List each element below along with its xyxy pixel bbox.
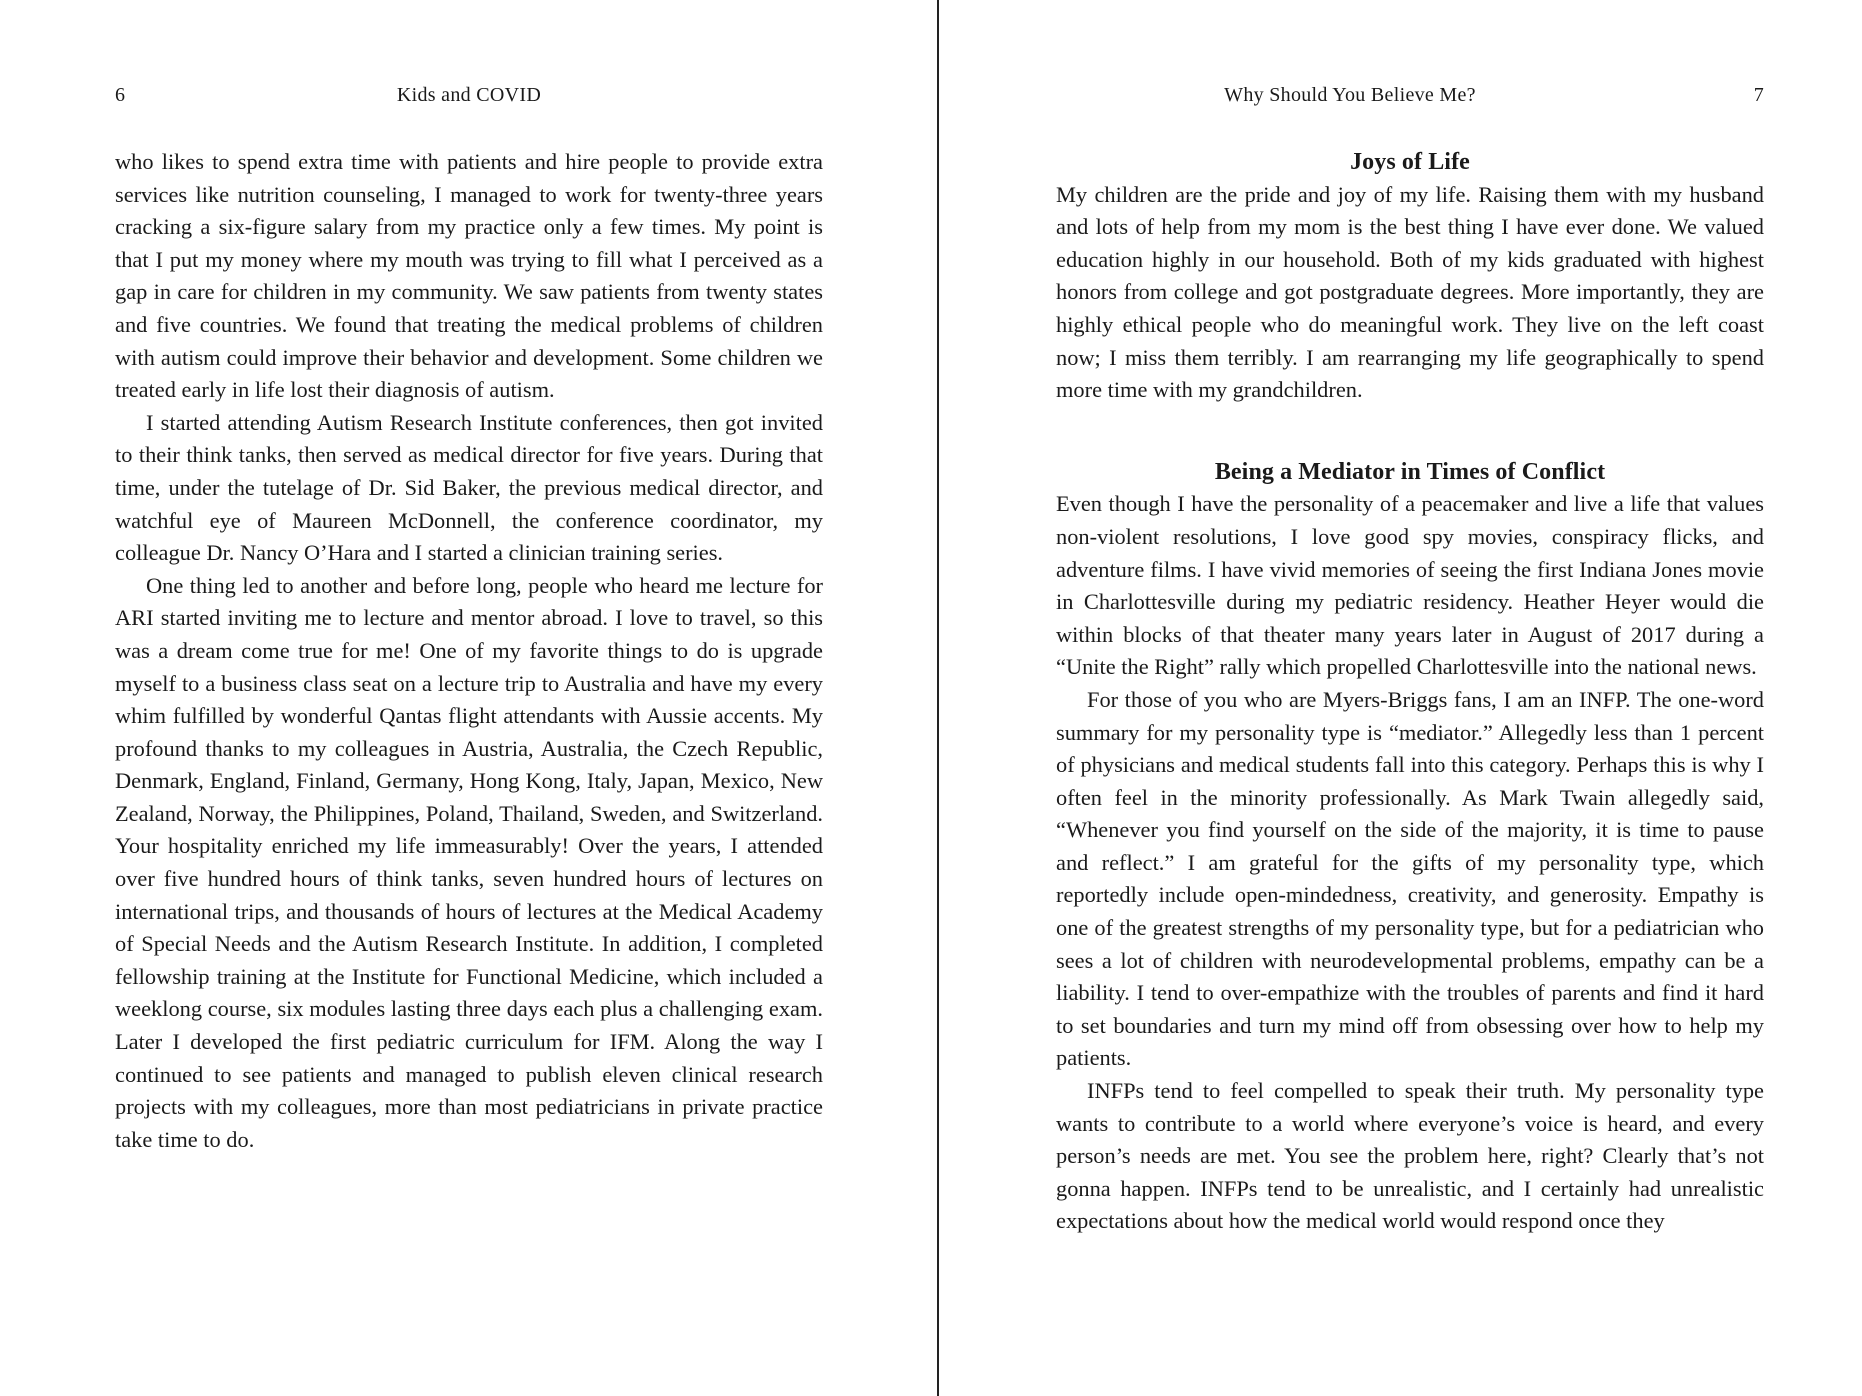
- left-page-body: [115, 146, 823, 1156]
- paragraph: Even though I have the personality of a peacemaker and live a life that values non-violent resolutions, I love good spy movies, conspiracy flicks, and adventure films. I have vivid memories of seeing the first Indiana Jones movie in Charlottesville during my pediatric residency. Heather Heyer would die within blocks of that theater many years later in August of 2017 during a “Unite the Right” rally which propelled Charlottesville into the national news.: [1056, 491, 1764, 680]
- page-number-right: 7: [1753, 84, 1764, 106]
- paragraph: I started attending Autism Research Institute conferences, then got invited to their think tanks, then served as medical director for five years. During that time, under the tutelage of Dr. Sid Baker, the previous medical director, and watchful eye of Maureen McDonnell, the conference coordinator, my colleague Dr. Nancy O’Hara and I started a clinician training series.: [115, 409, 823, 566]
- running-head-left: [115, 84, 823, 114]
- page-gutter-divider: [937, 0, 939, 1396]
- running-title-right: Why Should You Believe Me?: [1224, 84, 1476, 106]
- page-number-left: 6: [115, 84, 126, 106]
- paragraph: who likes to spend extra time with patients and hire people to provide extra services like nutrition counseling, I managed to work for twenty-three years cracking a six-figure salary from my practice only a few times. My point is that I put my money where my mouth was trying to fill what I perceived as a gap in care for children in my community. We saw patients from twenty states and five countries. We found that treating the medical problems of children with autism could improve their behavior and development. Some children we treated early in life lost their diagnosis of autism.: [115, 149, 823, 403]
- paragraph: One thing led to another and before long, people who heard me lecture for ARI started inviting me to lecture and mentor abroad. I love to travel, so this was a dream come true for me! One of my favorite things to do is upgrade myself to a business class seat on a lecture trip to Australia and have my every whim fulfilled by wonderful Qantas flight attendants with Aussie accents. My profound thanks to my colleagues in Austria, Australia, the Czech Republic, Denmark, England, Finland, Germany, Hong Kong, Italy, Japan, Mexico, New Zealand, Norway, the Philippines, Poland, Thailand, Sweden, and Switzerland. Your hospitality enriched my life immeasurably! Over the years, I attended over five hundred hours of think tanks, seven hundred hours of lectures on international trips, and thousands of hours of lectures at the Medical Academy of Special Needs and the Autism Research Institute. In addition, I completed fellowship training at the Institute for Functional Medicine, which included a weeklong course, six modules lasting three days each plus a challenging exam. Later I developed the first pediatric curriculum for IFM. Along the way I continued to see patients and managed to publish eleven clinical research projects with my colleagues, more than most pediatricians in private practice take time to do.: [115, 572, 823, 1152]
- running-title-left: Kids and COVID: [396, 84, 542, 106]
- right-page-body: [1056, 146, 1764, 1238]
- running-head-right: [1056, 84, 1764, 114]
- paragraph: INFPs tend to feel compelled to speak their truth. My personality type wants to contribute to a world where everyone’s voice is heard, and every person’s needs are met. You see the problem here, right? Clearly that’s not gonna happen. INFPs tend to be unrealistic, and I certainly had unrealistic expectations about how the medical world would respond once they: [1056, 1078, 1764, 1234]
- section-heading-joys-of-life: Joys of Life: [1350, 149, 1470, 175]
- paragraph: For those of you who are Myers-Briggs fans, I am an INFP. The one-word summary for my personality type is “mediator.” Allegedly less than 1 percent of physicians and medical students fall into this category. Perhaps this is why I often feel in the minority professionally. As Mark Twain allegedly said, “Whenever you find yourself on the side of the majority, it is time to pause and reflect.” I am grateful for the gifts of my personality type, which reportedly include open-mindedness, creativity, and generosity. Empathy is one of the greatest strengths of my personality type, but for a pediatrician who sees a lot of children with neurodevelopmental problems, empathy can be a liability. I tend to over-empathize with the troubles of parents and find it hard to set boundaries and turn my mind off from obsessing over how to help my patients.: [1056, 686, 1764, 1071]
- right-page: [1056, 0, 1764, 1396]
- left-page: [115, 0, 823, 1396]
- section-heading-being-a-mediator: Being a Mediator in Times of Conflict: [1214, 458, 1606, 485]
- paragraph: My children are the pride and joy of my life. Raising them with my husband and lots of help from my mom is the best thing I have ever done. We valued education highly in our household. Both of my kids graduated with highest honors from college and got postgraduate degrees. More importantly, they are highly ethical people who do meaningful work. They live on the left coast now; I miss them terribly. I am rearranging my life geographically to spend more time with my grandchildren.: [1056, 181, 1764, 403]
